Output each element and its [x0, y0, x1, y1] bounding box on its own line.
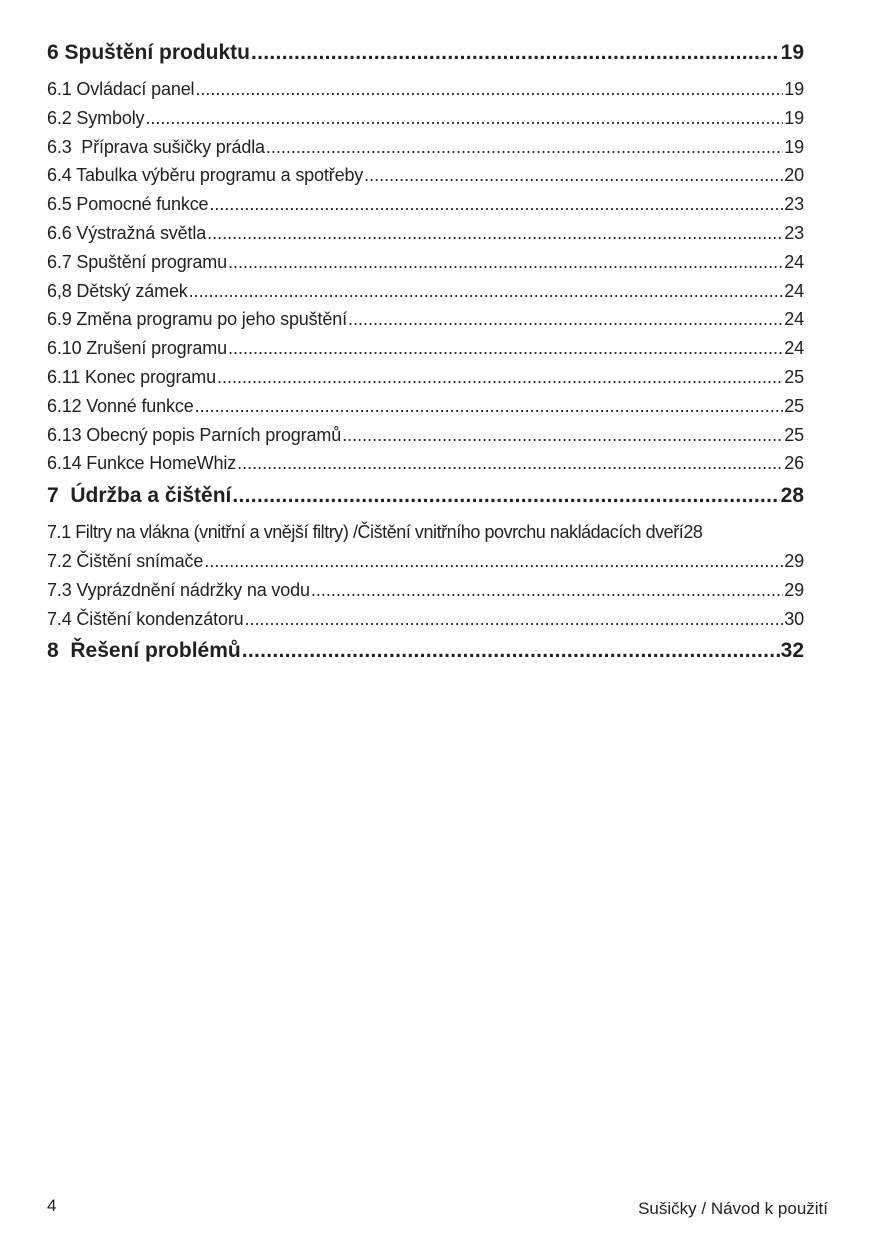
toc-leader-dots [195, 392, 784, 421]
toc-entry-title: 7.3 Vyprázdnění nádržky na vodu [47, 579, 310, 600]
toc-leader-dots [251, 38, 780, 67]
toc-leader-dots [242, 636, 780, 665]
toc-entry[interactable] [47, 518, 804, 547]
toc-entry-title: 6.12 Vonné funkce [47, 395, 194, 416]
toc-leader-dots [266, 133, 783, 162]
toc-entry-page: 28 [683, 522, 703, 543]
toc-entry[interactable] [47, 334, 804, 363]
toc-entry[interactable] [47, 190, 804, 219]
toc-entry[interactable] [47, 392, 804, 421]
toc-entry-title: 6.2 Symboly [47, 107, 145, 128]
toc-leader-dots [232, 481, 779, 510]
toc-entry[interactable] [47, 305, 804, 334]
toc-entry-page: 19 [784, 79, 804, 99]
toc-entry-page: 25 [784, 395, 804, 416]
toc-entry-page: 29 [784, 550, 804, 571]
toc-section-title: 7 Údržba a čištění [47, 484, 232, 508]
table-of-contents [47, 38, 804, 673]
toc-entry-title: 6.10 Zrušení programu [47, 338, 227, 359]
toc-entry-page: 19 [784, 107, 804, 128]
toc-entry-title: 6.14 Funkce HomeWhiz [47, 453, 237, 474]
toc-entry[interactable] [47, 248, 804, 277]
toc-entry-page: 24 [784, 251, 804, 272]
toc-entry-title: 6.13 Obecný popis Parních programů [47, 424, 342, 445]
toc-entry[interactable] [47, 104, 804, 133]
toc-leader-dots [204, 547, 783, 576]
toc-section-heading[interactable] [47, 38, 804, 67]
toc-section-page: 28 [780, 484, 804, 508]
toc-entry-title: 6.6 Výstražná světla [47, 222, 207, 243]
toc-leader-dots [195, 75, 783, 104]
toc-entry[interactable] [47, 161, 804, 190]
toc-entry-page: 19 [784, 136, 804, 157]
toc-entry-page: 23 [784, 194, 804, 215]
toc-entry-page: 30 [784, 608, 804, 629]
toc-entry-page: 24 [784, 280, 804, 301]
footer-document-title: Sušičky / Návod k použití [638, 1199, 828, 1218]
toc-leader-dots [189, 277, 784, 306]
toc-entry[interactable] [47, 576, 804, 605]
toc-leader-dots [228, 248, 783, 277]
toc-entry[interactable] [47, 547, 804, 576]
toc-entry[interactable] [47, 449, 804, 478]
toc-entry-title: 7.1 Filtry na vlákna (vnitřní a vnější filtry) /Čištění vnitřního povrchu nakládacích dveří [47, 522, 684, 543]
toc-entry[interactable] [47, 75, 804, 104]
toc-entry-title: 6,8 Dětský zámek [47, 280, 188, 301]
toc-leader-dots [209, 190, 783, 219]
toc-entry[interactable] [47, 605, 804, 634]
toc-section-heading[interactable] [47, 481, 804, 510]
toc-entry[interactable] [47, 133, 804, 162]
toc-leader-dots [342, 421, 783, 450]
toc-entry-page: 24 [784, 338, 804, 359]
toc-leader-dots [348, 305, 783, 334]
toc-entry-page: 26 [784, 453, 804, 474]
toc-leader-dots [364, 161, 783, 190]
toc-entry-title: 6.1 Ovládací panel [47, 79, 195, 99]
toc-section-title: 6 Spuštění produktu [47, 41, 251, 64]
toc-leader-dots [207, 219, 783, 248]
toc-entry[interactable] [47, 277, 804, 306]
toc-leader-dots [217, 363, 783, 392]
toc-entry[interactable] [47, 219, 804, 248]
toc-leader-dots [228, 334, 783, 363]
toc-entry-title: 6.4 Tabulka výběru programu a spotřeby [47, 165, 364, 186]
toc-section-heading[interactable] [47, 636, 804, 665]
toc-entry-page: 25 [784, 424, 804, 445]
toc-leader-dots [245, 605, 784, 634]
toc-entry-title: 7.4 Čištění kondenzátoru [47, 608, 244, 629]
toc-entry-title: 7.2 Čištění snímače [47, 550, 204, 571]
toc-entry-page: 29 [784, 579, 804, 600]
toc-entry-page: 25 [784, 366, 804, 387]
toc-section-page: 19 [780, 41, 804, 64]
toc-entry-title: 6.5 Pomocné funkce [47, 194, 209, 215]
toc-entry-title: 6.11 Konec programu [47, 366, 216, 387]
toc-entry[interactable] [47, 363, 804, 392]
toc-entry[interactable] [47, 421, 804, 450]
footer-page-number: 4 [47, 1196, 57, 1215]
toc-section-title: 8 Řešení problémů [47, 639, 241, 663]
toc-leader-dots [311, 576, 783, 605]
toc-section-page: 32 [780, 639, 804, 663]
toc-entry-page: 23 [784, 222, 804, 243]
toc-leader-dots [145, 104, 783, 133]
toc-entry-title: 6.3 Příprava sušičky prádla [47, 136, 265, 157]
toc-entry-page: 24 [784, 309, 804, 330]
toc-leader-dots [237, 449, 783, 478]
toc-entry-page: 20 [784, 165, 804, 186]
toc-entry-title: 6.7 Spuštění programu [47, 251, 227, 272]
toc-entry-title: 6.9 Změna programu po jeho spuštění [47, 309, 347, 330]
